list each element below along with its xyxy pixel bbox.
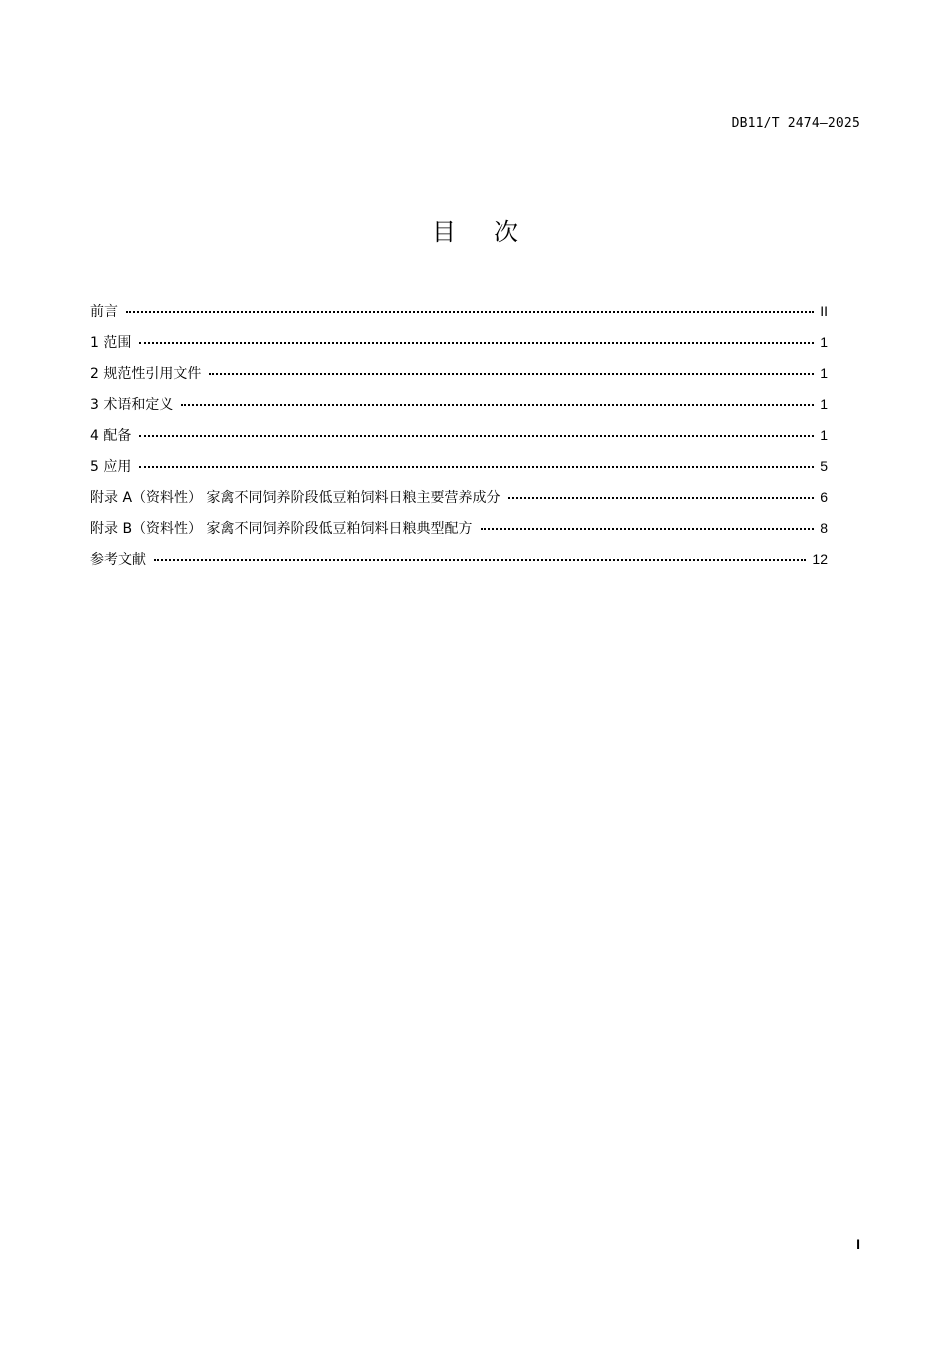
toc-leader-dots [154,559,806,561]
toc-leader-dots [126,311,814,313]
toc-entry-bibliography[interactable] [90,548,828,579]
toc-title: 目次 [432,218,556,246]
toc-entry-terms-definitions[interactable] [90,393,828,424]
toc-leader-dots [508,497,814,499]
toc-entry-label: 2 规范性引用文件 [90,366,202,382]
toc-entry-page: 1 [820,334,828,350]
toc-entry-normative-references[interactable] [90,362,828,393]
toc-entry-appendix-a[interactable] [90,486,828,517]
toc-entry-page: 6 [820,489,828,505]
toc-entry-page: II [820,303,828,319]
toc-entry-label: 3 术语和定义 [90,397,174,413]
toc-list [90,300,828,579]
toc-entry-application[interactable] [90,455,828,486]
toc-entry-formulation[interactable] [90,424,828,455]
toc-entry-scope[interactable] [90,331,828,362]
toc-leader-dots [209,373,814,375]
toc-entry-label: 附录 B（资料性） 家禽不同饲养阶段低豆粕饲料日粮典型配方 [90,521,473,537]
toc-entry-label: 4 配备 [90,428,132,444]
toc-entry-page: 1 [820,427,828,443]
document-code: DB11/T 2474—2025 [731,116,860,131]
toc-entry-label: 1 范围 [90,335,132,351]
page-number: I [856,1236,860,1252]
toc-entry-page: 12 [812,551,828,567]
toc-entry-page: 5 [820,458,828,474]
toc-entry-appendix-b[interactable] [90,517,828,548]
toc-leader-dots [139,342,814,344]
toc-entry-label: 前言 [90,304,118,320]
toc-leader-dots [139,435,814,437]
toc-entry-foreword[interactable] [90,300,828,331]
toc-entry-page: 8 [820,520,828,536]
toc-leader-dots [181,404,814,406]
toc-entry-label: 参考文献 [90,552,146,568]
toc-entry-label: 附录 A（资料性） 家禽不同饲养阶段低豆粕饲料日粮主要营养成分 [90,490,501,506]
toc-leader-dots [139,466,814,468]
toc-entry-label: 5 应用 [90,459,132,475]
toc-entry-page: 1 [820,365,828,381]
toc-leader-dots [481,528,815,530]
toc-entry-page: 1 [820,396,828,412]
